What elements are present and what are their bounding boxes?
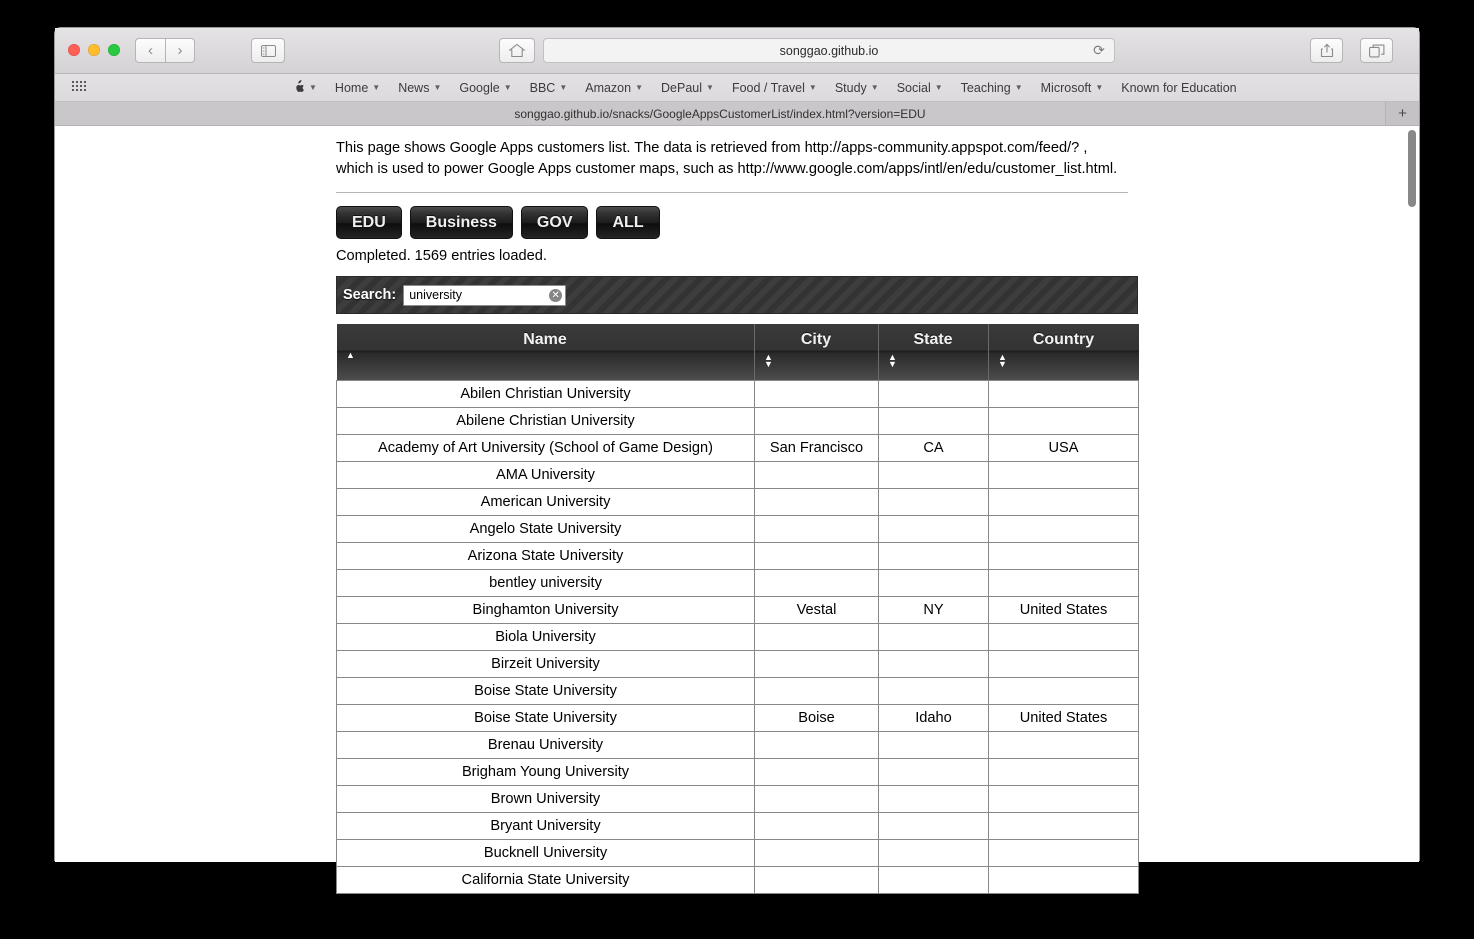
- bookmark-item-label: Home: [334, 80, 369, 95]
- table-cell-city: [755, 489, 879, 516]
- table-row[interactable]: [337, 543, 1139, 570]
- table-row[interactable]: [337, 435, 1139, 462]
- table-cell-state: [879, 867, 989, 894]
- table-cell-country: [989, 624, 1139, 651]
- bookmark-item-microsoft[interactable]: [1032, 81, 1113, 95]
- home-icon: [509, 43, 525, 58]
- table-cell-name: Birzeit University: [337, 651, 755, 678]
- window-traffic-lights: [68, 44, 120, 56]
- table-row[interactable]: [337, 651, 1139, 678]
- customer-table-head: [337, 324, 1139, 381]
- table-cell-country: [989, 759, 1139, 786]
- table-cell-country: [989, 462, 1139, 489]
- chevron-down-icon: ▼: [372, 83, 381, 92]
- bookmark-item-label: Microsoft: [1040, 80, 1092, 95]
- table-cell-city: [755, 570, 879, 597]
- table-cell-city: [755, 462, 879, 489]
- table-cell-name: Abilene Christian University: [337, 408, 755, 435]
- table-cell-country: [989, 678, 1139, 705]
- sort-indicator-state[interactable]: [887, 354, 899, 368]
- search-bar: [336, 276, 1138, 314]
- table-cell-city: [755, 516, 879, 543]
- active-tab-title: songgao.github.io/snacks/GoogleAppsCustomerList/index.html?version=EDU: [514, 106, 926, 121]
- tab-bar: [55, 102, 1419, 126]
- table-row[interactable]: [337, 624, 1139, 651]
- tabs-overview-icon: [1369, 44, 1385, 58]
- table-cell-name: Biola University: [337, 624, 755, 651]
- table-cell-state: [879, 651, 989, 678]
- table-row[interactable]: [337, 408, 1139, 435]
- table-row[interactable]: [337, 867, 1139, 894]
- table-cell-country: [989, 381, 1139, 408]
- bookmark-item-teaching[interactable]: [952, 81, 1032, 95]
- browser-window: [55, 28, 1419, 888]
- table-cell-name: Binghamton University: [337, 597, 755, 624]
- apps-grid-icon[interactable]: [72, 81, 86, 93]
- table-row[interactable]: [337, 786, 1139, 813]
- page-viewport: [55, 126, 1419, 888]
- table-cell-city: [755, 678, 879, 705]
- page-intro-text: This page shows Google Apps customers list. The data is retrieved from http://apps-community.appspot.com/feed/? , which is used to power Google Apps customer maps, such as http://www.google.com/apps/intl/en/edu/customer_list.html.: [336, 140, 1118, 177]
- table-cell-country: [989, 543, 1139, 570]
- table-cell-country: United States: [989, 705, 1139, 732]
- bookmark-item-label: Social: [896, 80, 931, 95]
- table-header-row: [337, 324, 1139, 381]
- table-cell-country: [989, 867, 1139, 894]
- bookmark-item-label: Teaching: [960, 80, 1011, 95]
- table-cell-name: American University: [337, 489, 755, 516]
- table-cell-state: [879, 408, 989, 435]
- bookmark-item-study[interactable]: [826, 81, 888, 95]
- table-cell-name: Boise State University: [337, 705, 755, 732]
- address-bar[interactable]: [543, 38, 1115, 63]
- maximize-window-button[interactable]: [108, 44, 120, 56]
- bookmark-item-list: [285, 74, 1246, 101]
- new-tab-button[interactable]: [1386, 102, 1419, 125]
- table-cell-name: Boise State University: [337, 678, 755, 705]
- table-cell-state: Idaho: [879, 705, 989, 732]
- table-row[interactable]: [337, 678, 1139, 705]
- table-cell-city: [755, 651, 879, 678]
- column-header-label: Country: [1032, 331, 1095, 348]
- sort-indicator-city[interactable]: [763, 354, 775, 368]
- table-cell-state: [879, 759, 989, 786]
- table-cell-name: Brenau University: [337, 732, 755, 759]
- table-row[interactable]: [337, 732, 1139, 759]
- divider: [336, 192, 1128, 193]
- filter-button-gov[interactable]: [521, 206, 589, 239]
- chevron-down-icon: ▼: [433, 83, 442, 92]
- close-window-button[interactable]: [68, 44, 80, 56]
- table-cell-name: Angelo State University: [337, 516, 755, 543]
- table-cell-city: [755, 381, 879, 408]
- chevron-down-icon: ▼: [309, 83, 317, 92]
- table-cell-city: [755, 759, 879, 786]
- sort-indicator-country[interactable]: [997, 354, 1009, 368]
- sort-indicator-name[interactable]: [345, 352, 357, 366]
- table-cell-name: Academy of Art University (School of Game Design): [337, 435, 755, 462]
- table-cell-state: NY: [879, 597, 989, 624]
- bookmark-item-label: BBC: [529, 80, 556, 95]
- table-row[interactable]: [337, 489, 1139, 516]
- search-input-wrapper: [403, 285, 566, 306]
- sidebar-toggle-button[interactable]: [251, 38, 285, 63]
- filter-button-label: EDU: [352, 213, 386, 231]
- table-cell-country: [989, 786, 1139, 813]
- sort-descending-icon: [997, 361, 1009, 368]
- home-button[interactable]: [499, 38, 535, 63]
- sort-ascending-icon: [345, 352, 357, 359]
- table-cell-state: [879, 489, 989, 516]
- column-header-name[interactable]: [337, 324, 755, 381]
- table-cell-city: [755, 786, 879, 813]
- column-header-label: City: [800, 331, 832, 348]
- sidebar-icon: [261, 45, 276, 57]
- share-icon: [1320, 43, 1334, 58]
- column-header-label: State: [913, 331, 953, 348]
- address-bar-text: songgao.github.io: [779, 43, 879, 58]
- customer-table: [336, 324, 1139, 894]
- column-header-country[interactable]: [989, 324, 1139, 381]
- table-row[interactable]: [337, 597, 1139, 624]
- chevron-down-icon: ▼: [503, 83, 512, 92]
- chevron-down-icon: ▼: [635, 83, 644, 92]
- table-cell-state: [879, 732, 989, 759]
- table-cell-city: [755, 543, 879, 570]
- clear-search-icon[interactable]: ✕: [549, 289, 562, 302]
- table-cell-state: [879, 840, 989, 867]
- table-cell-city: Vestal: [755, 597, 879, 624]
- table-cell-country: [989, 408, 1139, 435]
- table-cell-country: USA: [989, 435, 1139, 462]
- browser-toolbar: [55, 28, 1419, 74]
- bookmark-item-label: News: [398, 80, 430, 95]
- table-cell-city: [755, 624, 879, 651]
- back-button[interactable]: [135, 38, 165, 63]
- table-cell-country: United States: [989, 597, 1139, 624]
- table-row[interactable]: [337, 381, 1139, 408]
- column-header-state[interactable]: [879, 324, 989, 381]
- table-row[interactable]: [337, 516, 1139, 543]
- table-cell-city: [755, 813, 879, 840]
- table-cell-city: [755, 408, 879, 435]
- table-cell-state: [879, 570, 989, 597]
- table-row[interactable]: [337, 570, 1139, 597]
- table-cell-name: AMA University: [337, 462, 755, 489]
- table-cell-state: [879, 813, 989, 840]
- table-cell-country: [989, 570, 1139, 597]
- table-cell-country: [989, 516, 1139, 543]
- table-cell-city: [755, 840, 879, 867]
- table-cell-state: CA: [879, 435, 989, 462]
- table-cell-state: [879, 462, 989, 489]
- table-cell-name: bentley university: [337, 570, 755, 597]
- table-cell-name: Brown University: [337, 786, 755, 813]
- table-cell-state: [879, 678, 989, 705]
- bookmarks-bar: [55, 74, 1419, 102]
- bookmark-item-food-travel[interactable]: [723, 81, 826, 95]
- chevron-left-icon: ‹: [148, 42, 153, 59]
- table-cell-city: Boise: [755, 705, 879, 732]
- column-header-inner: [879, 324, 989, 380]
- table-cell-state: [879, 516, 989, 543]
- chevron-right-icon: ›: [177, 42, 183, 59]
- table-cell-country: [989, 651, 1139, 678]
- table-cell-name: Abilen Christian University: [337, 381, 755, 408]
- sort-descending-icon: [887, 361, 899, 368]
- load-status-text: Completed. 1569 entries loaded.: [336, 248, 547, 264]
- table-cell-name: Bucknell University: [337, 840, 755, 867]
- filter-button-all[interactable]: [596, 206, 659, 239]
- search-label: Search:: [343, 287, 397, 303]
- filter-button-edu[interactable]: [336, 206, 402, 239]
- bookmark-item-google[interactable]: [450, 81, 520, 95]
- bookmark-item-label: Amazon: [585, 80, 632, 95]
- table-cell-city: [755, 732, 879, 759]
- bookmark-item-label: Known for Education: [1121, 80, 1237, 95]
- bookmark-item-label: Google: [459, 80, 500, 95]
- bookmark-item-bbc[interactable]: [521, 81, 577, 95]
- table-cell-name: Arizona State University: [337, 543, 755, 570]
- table-cell-city: San Francisco: [755, 435, 879, 462]
- bookmark-item-amazon[interactable]: [576, 81, 652, 95]
- table-cell-state: [879, 543, 989, 570]
- customer-table-body: [337, 381, 1139, 894]
- column-header-label: Name: [523, 331, 567, 348]
- column-header-city[interactable]: [755, 324, 879, 381]
- table-row[interactable]: [337, 759, 1139, 786]
- table-cell-country: [989, 813, 1139, 840]
- bookmark-item-depaul[interactable]: [652, 81, 723, 95]
- active-tab[interactable]: [55, 102, 1386, 125]
- plus-icon: +: [1398, 105, 1407, 122]
- chevron-down-icon: ▼: [1095, 83, 1104, 92]
- page-scrollbar[interactable]: [1404, 126, 1419, 862]
- table-row[interactable]: [337, 840, 1139, 867]
- forward-button[interactable]: [165, 38, 195, 63]
- filter-button-label: Business: [425, 213, 497, 231]
- table-cell-country: [989, 489, 1139, 516]
- bookmark-item-apple[interactable]: [285, 80, 326, 96]
- chevron-down-icon: ▼: [934, 83, 943, 92]
- table-cell-country: [989, 840, 1139, 867]
- page-scrollbar-thumb[interactable]: [1408, 130, 1416, 207]
- chevron-down-icon: ▼: [808, 83, 817, 92]
- table-row[interactable]: [337, 813, 1139, 840]
- minimize-window-button[interactable]: [88, 44, 100, 56]
- sort-descending-icon: [763, 361, 775, 368]
- table-cell-state: [879, 786, 989, 813]
- column-header-inner: [989, 324, 1139, 380]
- apple-logo-icon: [294, 80, 305, 96]
- table-cell-state: [879, 381, 989, 408]
- bookmark-item-label: Food / Travel: [731, 80, 805, 95]
- column-header-inner: [337, 324, 755, 380]
- search-input[interactable]: [403, 285, 566, 306]
- filter-button-label: GOV: [536, 213, 573, 231]
- table-cell-name: Bryant University: [337, 813, 755, 840]
- table-row[interactable]: [337, 705, 1139, 732]
- filter-button-label: ALL: [612, 213, 644, 231]
- filter-button-group: [336, 206, 1138, 239]
- chevron-down-icon: ▼: [870, 83, 879, 92]
- bookmark-item-label: DePaul: [661, 80, 703, 95]
- table-row[interactable]: [337, 462, 1139, 489]
- bookmark-item-known-for-education[interactable]: [1112, 81, 1245, 95]
- table-cell-country: [989, 732, 1139, 759]
- table-cell-city: [755, 867, 879, 894]
- chevron-down-icon: ▼: [706, 83, 714, 92]
- bookmark-item-home[interactable]: [326, 81, 389, 95]
- table-cell-name: California State University: [337, 867, 755, 894]
- chevron-down-icon: ▼: [1014, 83, 1023, 92]
- filter-button-business[interactable]: [410, 206, 513, 239]
- table-cell-name: Brigham Young University: [337, 759, 755, 786]
- reload-icon[interactable]: ⟳: [1093, 42, 1105, 58]
- page-content: [55, 126, 1419, 894]
- bookmark-item-label: Study: [834, 80, 867, 95]
- share-button[interactable]: [1310, 38, 1343, 63]
- bookmark-item-social[interactable]: [888, 81, 952, 95]
- table-cell-state: [879, 624, 989, 651]
- chevron-down-icon: ▼: [559, 83, 568, 92]
- show-all-tabs-button[interactable]: [1360, 38, 1393, 63]
- column-header-inner: [755, 324, 879, 380]
- bookmark-item-news[interactable]: [389, 81, 450, 95]
